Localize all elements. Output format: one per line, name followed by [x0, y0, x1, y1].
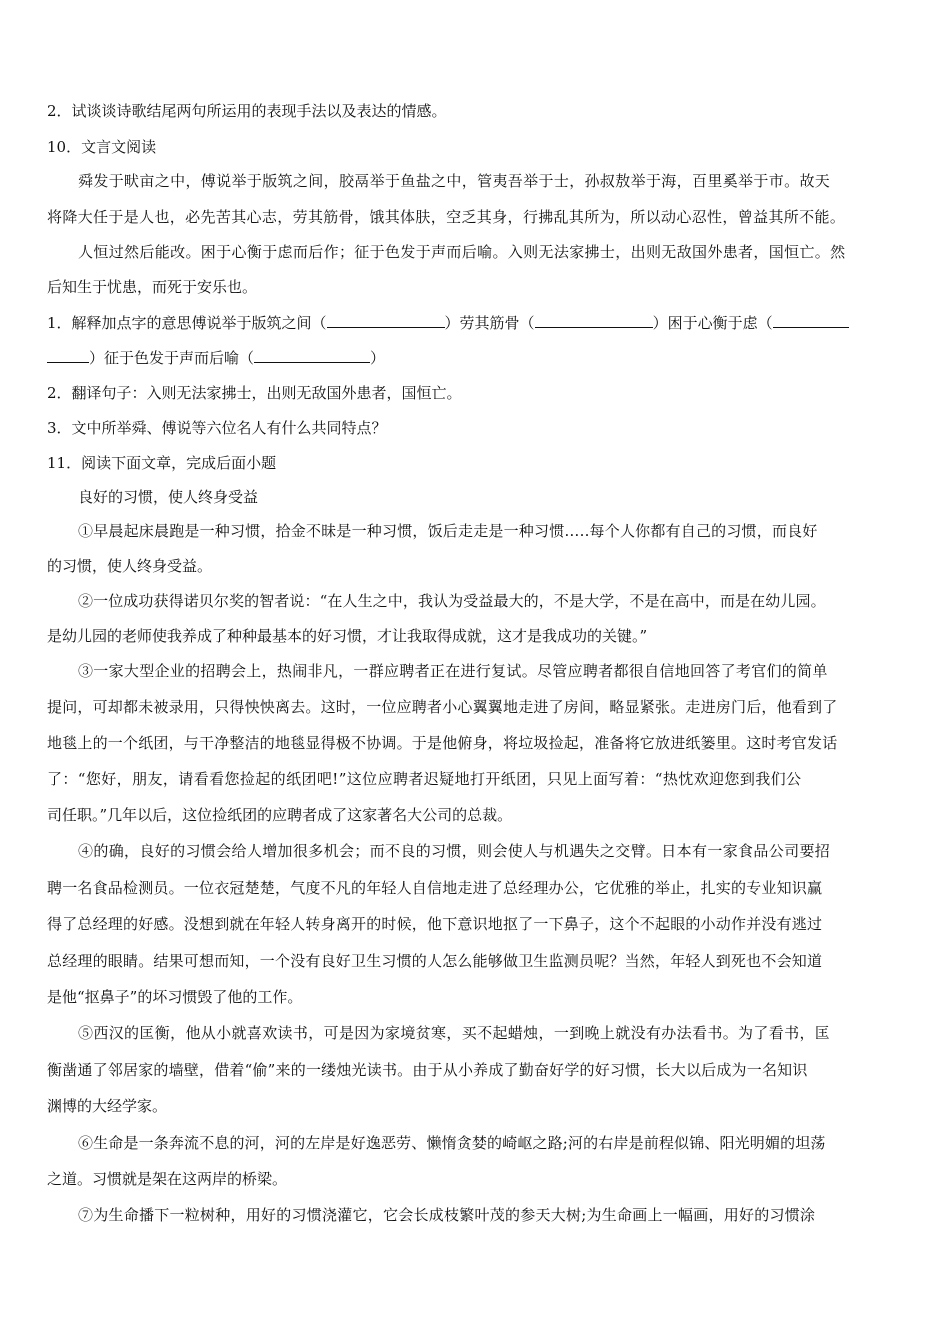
s10-question-3: 3．文中所举舜、傅说等六位名人有什么共同特点？: [47, 419, 387, 437]
answer-blank-3[interactable]: [773, 311, 849, 328]
s10-p2-l1: 人恒过然后能改。困于心衡于虑而后作；征于色发于声而后喻。入则无法家拂士，出则无敌国外患者，国恒亡。然: [78, 243, 846, 261]
s11-p7-l1: ⑦为生命播下一粒树种，用好的习惯浇灌它，它会长成枝繁叶茂的参天大树;为生命画上一幅画，用好的习惯涂: [78, 1206, 816, 1224]
q1-part-e: ）: [370, 349, 386, 367]
s10-p1-l1: 舜发于畎亩之中，傅说举于版筑之间，胶鬲举于鱼盐之中，管夷吾举于士，孙叔敖举于海，百里奚举于市。故天: [78, 172, 831, 190]
s11-p1-l1: ①早晨起床晨跑是一种习惯，拾金不昧是一种习惯，饭后走走是一种习惯…..每个人你都有自己的习惯，而良好: [78, 522, 818, 540]
answer-blank-3-cont[interactable]: [47, 346, 89, 363]
s10-p1-l2: 将降大任于是人也，必先苦其心志，劳其筋骨，饿其体肤，空乏其身，行拂乱其所为，所以动心忍性，曾益其所不能。: [47, 208, 846, 226]
s11-p4-l3: 得了总经理的好感。没想到就在年轻人转身离开的时候，他下意识地抠了一下鼻子，这个不起眼的小动作并没有逃过: [47, 915, 823, 933]
article-title: 良好的习惯，使人终身受益: [78, 488, 259, 506]
s10-question-2: 2．翻译句子：入则无法家拂士，出则无敌国外患者，国恒亡。: [47, 384, 462, 402]
s11-p2-l2: 是幼儿园的老师使我养成了种种最基本的好习惯，才让我取得成就，这才是我成功的关键。”: [47, 627, 648, 645]
section-10-title: 10．文言文阅读: [47, 138, 157, 156]
s11-p5-l2: 衡凿通了邻居家的墙壁，借着“偷”来的一缕烛光读书。由于从小养成了勤奋好学的好习惯，长大以后成为一名知识: [47, 1061, 808, 1079]
s11-p6-l1: ⑥生命是一条奔流不息的河，河的左岸是好逸恶劳、懒惰贪婪的崎岖之路;河的右岸是前程似锦、阳光明媚的坦荡: [78, 1134, 826, 1152]
s11-p5-l1: ⑤西汉的匡衡，他从小就喜欢读书，可是因为家境贫寒，买不起蜡烛，一到晚上就没有办法看书。为了看书，匡: [78, 1024, 831, 1042]
section-11-title: 11．阅读下面文章，完成后面小题: [47, 454, 277, 472]
q1-part-b: ）劳其筋骨（: [444, 314, 535, 332]
q1-part-c: ）困于心衡于虑（: [652, 314, 773, 332]
s10-p2-l2: 后知生于忧患，而死于安乐也。: [47, 278, 258, 296]
q1-part-d: ）征于色发于声而后喻（: [89, 349, 255, 367]
s10-question-1: [47, 311, 849, 334]
s11-p3-l1: ③一家大型企业的招聘会上，热闹非凡，一群应聘者正在进行复试。尽管应聘者都很自信地回答了考官们的简单: [78, 662, 828, 680]
answer-blank-1[interactable]: [327, 311, 445, 328]
s10-question-1-cont: [47, 346, 385, 369]
s11-p3-l4: 了：“您好，朋友，请看看您捡起的纸团吧!”这位应聘者迟疑地打开纸团，只见上面写着：“热忱欢迎您到我们公: [47, 770, 802, 788]
s11-p3-l3: 地毯上的一个纸团，与干净整洁的地毯显得极不协调。于是他俯身，将垃圾捡起，准备将它放进纸篓里。这时考官发话: [47, 734, 838, 752]
s11-p3-l2: 提问，可却都未被录用，只得怏怏离去。这时，一位应聘者小心翼翼地走进了房间，略显紧张。走进房门后，他看到了: [47, 698, 838, 716]
s11-p3-l5: 司任职。”几年以后，这位捡纸团的应聘者成了这家著名大公司的总裁。: [47, 806, 513, 824]
s11-p4-l4: 总经理的眼睛。结果可想而知，一个没有良好卫生习惯的人怎么能够做卫生监测员呢？当然，年轻人到死也不会知道: [47, 952, 823, 970]
s11-p4-l1: ④的确，良好的习惯会给人增加很多机会；而不良的习惯，则会使人与机遇失之交臂。日本有一家食品公司要招: [78, 842, 831, 860]
answer-blank-2[interactable]: [535, 311, 653, 328]
s11-p4-l5: 是他“抠鼻子”的坏习惯毁了他的工作。: [47, 988, 303, 1006]
answer-blank-4[interactable]: [254, 346, 370, 363]
s11-p6-l2: 之道。习惯就是架在这两岸的桥梁。: [47, 1170, 288, 1188]
q9-2: 2．试谈谈诗歌结尾两句所运用的表现手法以及表达的情感。: [47, 102, 447, 120]
s11-p1-l2: 的习惯，使人终身受益。: [47, 557, 213, 575]
q1-part-a: 1．解释加点字的意思傅说举于版筑之间（: [47, 314, 327, 332]
s11-p4-l2: 聘一名食品检测员。一位衣冠楚楚，气度不凡的年轻人自信地走进了总经理办公，它优雅的举止，扎实的专业知识赢: [47, 879, 823, 897]
s11-p5-l3: 渊博的大经学家。: [47, 1097, 168, 1115]
s11-p2-l1: ②一位成功获得诺贝尔奖的智者说：“在人生之中，我认为受益最大的，不是大学，不是在高中，而是在幼儿园。: [78, 592, 826, 610]
